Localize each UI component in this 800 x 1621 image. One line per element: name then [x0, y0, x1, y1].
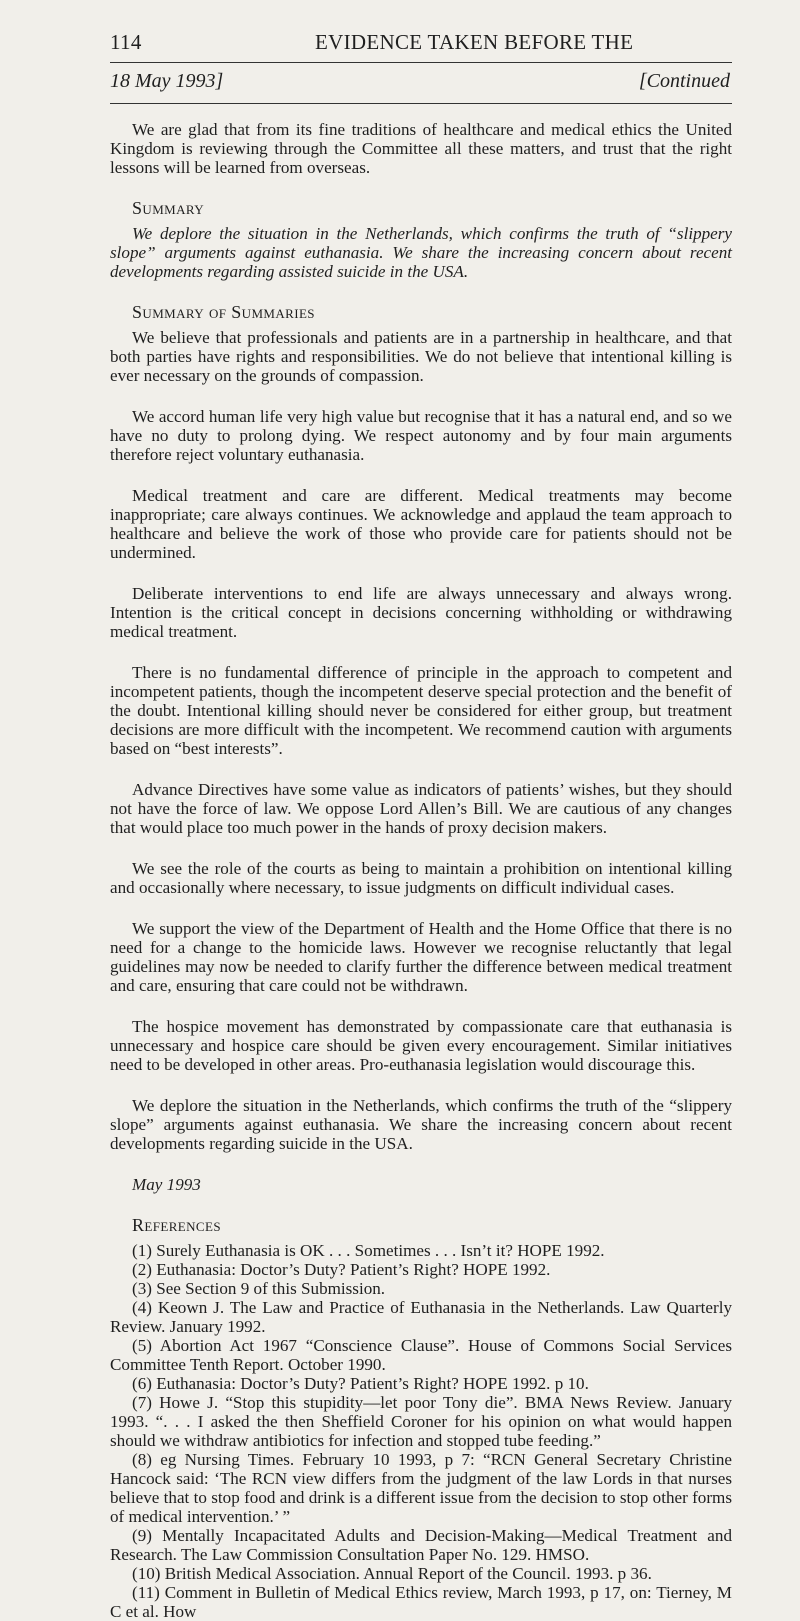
reference-item: (11) Comment in Bulletin of Medical Ethics review, March 1993, p 17, on: Tierney, M C et al. How [110, 1583, 732, 1621]
sos-paragraph: Deliberate interventions to end life are always unnecessary and always wrong. Intention is the critical concept in decisions concerning withholding or withdrawing medical treatment. [110, 584, 732, 641]
document-body [110, 120, 732, 1621]
summary-of-summaries-heading: Summary of Summaries [132, 302, 315, 322]
reference-item: (6) Euthanasia: Doctor’s Duty? Patient’s Right? HOPE 1992. p 10. [132, 1374, 589, 1393]
sos-paragraph: We see the role of the courts as being to maintain a prohibition on intentional killing and occasionally where necessary, to issue judgments on difficult individual cases. [110, 859, 732, 897]
sos-paragraph: We accord human life very high value but recognise that it has a natural end, and so we have no duty to prolong dying. We respect autonomy and by four main arguments therefore reject voluntary euthanasia. [110, 407, 732, 464]
sos-paragraph: Advance Directives have some value as indicators of patients’ wishes, but they should not have the force of law. We oppose Lord Allen’s Bill. We are cautious of any changes that would place too much power in the hands of proxy decision makers. [110, 780, 732, 837]
reference-item: (2) Euthanasia: Doctor’s Duty? Patient’s Right? HOPE 1992. [132, 1260, 551, 1279]
reference-item: (8) eg Nursing Times. February 10 1993, p 7: “RCN General Secretary Christine Hancock said: ‘The RCN view differs from the judgment of the law Lords in that nurses believe that to stop food and drink is a different issue from the decision to stop other forms of medical intervention.’ ” [110, 1450, 732, 1526]
running-head [110, 30, 730, 60]
reference-item: (4) Keown J. The Law and Practice of Euthanasia in the Netherlands. Law Quarterly Review. January 1992. [110, 1298, 732, 1336]
reference-item: (9) Mentally Incapacitated Adults and Decision-Making—Medical Treatment and Research. The Law Commission Consultation Paper No. 129. HMSO. [110, 1526, 732, 1564]
summary-heading: Summary [132, 198, 205, 218]
summary-paragraph: We deplore the situation in the Netherlands, which confirms the truth of “slippery slope” arguments against euthanasia. We share the increasing concern about recent developments regarding assisted suicide in the USA. [110, 224, 732, 281]
reference-item: (7) Howe J. “Stop this stupidity—let poor Tony die”. BMA News Review. January 1993. “. . . I asked the then Sheffield Coroner for his opinion on what would happen should we withdraw antibiotics for infection and stopped tube feeding.” [110, 1393, 732, 1450]
continued-label: [Continued [638, 70, 730, 92]
page-number: 114 [110, 30, 142, 54]
sos-paragraph: Medical treatment and care are different. Medical treatments may become inappropriate; care always continues. We acknowledge and applaud the team approach to healthcare and believe the work of those who provide care for patients should not be undermined. [110, 486, 732, 562]
intro-paragraph: We are glad that from its fine traditions of healthcare and medical ethics the United Kingdom is reviewing through the Committee all these matters, and trust that the right lessons will be learned from overseas. [110, 120, 732, 177]
sos-paragraph: We believe that professionals and patients are in a partnership in healthcare, and that both parties have rights and responsibilities. We do not believe that intentional killing is ever necessary on the grounds of compassion. [110, 328, 732, 385]
sos-paragraph: We support the view of the Department of Health and the Home Office that there is no need for a change to the homicide laws. However we recognise reluctantly that legal guidelines may now be needed to clarify further the difference between medical treatment and care, ensuring that care could not be withdrawn. [110, 919, 732, 995]
sos-paragraph: There is no fundamental difference of principle in the approach to competent and incompetent patients, though the incompetent deserve special protection and the benefit of the doubt. Intentional killing should never be considered for either group, but treatment decisions are more difficult with the incompetent. We recommend caution with arguments based on “best interests”. [110, 663, 732, 758]
reference-item: (1) Surely Euthanasia is OK . . . Sometimes . . . Isn’t it? HOPE 1992. [132, 1241, 605, 1260]
references-heading: References [132, 1215, 221, 1235]
references-list [110, 1241, 732, 1621]
running-title: EVIDENCE TAKEN BEFORE THE [315, 30, 634, 54]
sos-paragraph: The hospice movement has demonstrated by compassionate care that euthanasia is unnecessary and hospice care should be given every encouragement. Similar initiatives need to be developed in other areas. Pro-euthanasia legislation would discourage this. [110, 1017, 732, 1074]
sos-paragraph: We deplore the situation in the Netherlands, which confirms the truth of the “slippery slope” arguments against euthanasia. We share the increasing concern about recent developments regarding suicide in the USA. [110, 1096, 732, 1153]
signed-date: May 1993 [132, 1175, 201, 1194]
reference-item: (5) Abortion Act 1967 “Conscience Clause”. House of Commons Social Services Committee Tenth Report. October 1990. [110, 1336, 732, 1374]
bottom-rule [110, 103, 732, 104]
reference-item: (10) British Medical Association. Annual Report of the Council. 1993. p 36. [132, 1564, 652, 1583]
session-date: 18 May 1993] [110, 70, 224, 92]
reference-item: (3) See Section 9 of this Submission. [132, 1279, 386, 1298]
top-rule [110, 62, 732, 63]
date-line [110, 70, 732, 98]
